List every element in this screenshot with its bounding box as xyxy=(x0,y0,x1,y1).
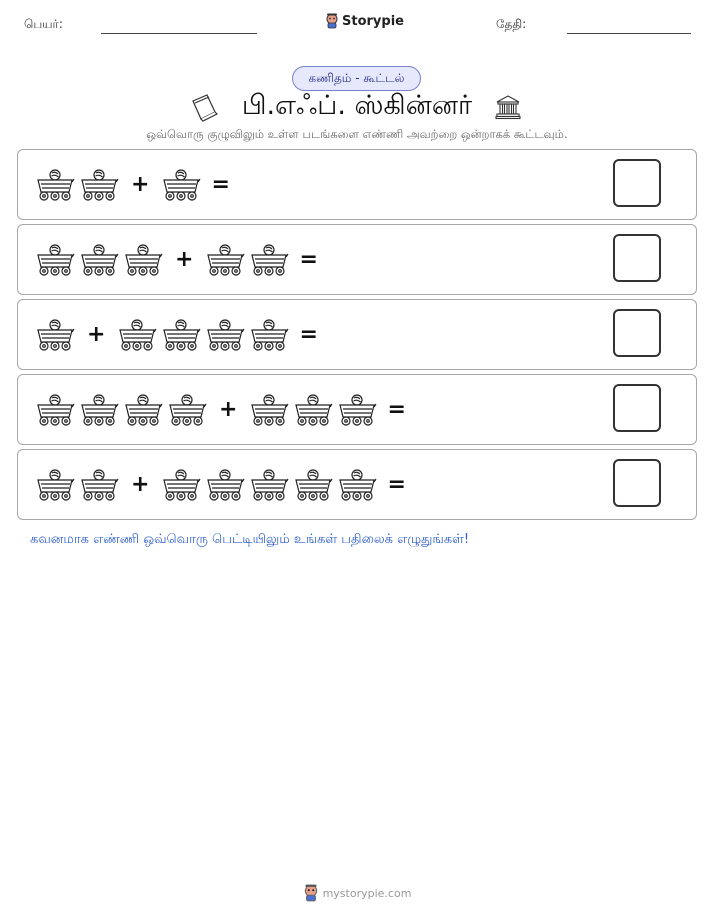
problem-row xyxy=(17,449,697,520)
wagon-icon xyxy=(293,393,333,427)
wagon-icon xyxy=(293,468,333,502)
wagon-icon xyxy=(161,168,201,202)
wagon-icon xyxy=(35,393,75,427)
wagon-icon xyxy=(123,393,163,427)
wagon-icon xyxy=(167,393,207,427)
wagon-icon xyxy=(249,318,289,352)
answer-box[interactable] xyxy=(613,234,661,282)
name-label: பெயர்: xyxy=(24,17,63,31)
wagon-icon xyxy=(249,393,289,427)
wagon-icon xyxy=(79,393,119,427)
wagon-icon xyxy=(79,243,119,277)
picture-groups xyxy=(35,167,242,203)
equals-sign: = xyxy=(299,322,318,347)
problem-row xyxy=(17,149,697,220)
equals-sign: = xyxy=(387,472,406,497)
worksheet-header xyxy=(0,0,714,50)
answer-box[interactable] xyxy=(613,384,661,432)
answer-box[interactable] xyxy=(613,459,661,507)
problem-row xyxy=(17,224,697,295)
wagon-icon xyxy=(205,243,245,277)
picture-groups xyxy=(35,467,418,503)
problem-row xyxy=(17,374,697,445)
picture-groups xyxy=(35,392,418,428)
plus-sign: + xyxy=(219,397,238,422)
plus-sign: + xyxy=(87,322,106,347)
date-label: தேதி: xyxy=(496,17,527,31)
plus-sign: + xyxy=(175,247,194,272)
wagon-icon xyxy=(35,168,75,202)
name-line[interactable] xyxy=(101,33,257,34)
wagon-icon xyxy=(35,243,75,277)
wagon-icon xyxy=(161,468,201,502)
subject-badge: கணிதம் - கூட்டல் xyxy=(292,66,421,91)
picture-groups xyxy=(35,317,330,353)
wagon-icon xyxy=(35,318,75,352)
wagon-icon xyxy=(205,318,245,352)
footer-url: mystorypie.com xyxy=(322,886,412,900)
plus-sign: + xyxy=(131,172,150,197)
page-title: பி.எஃப். ஸ்கின்னர் xyxy=(241,90,473,121)
wagon-icon xyxy=(337,468,377,502)
wagon-icon xyxy=(249,243,289,277)
wagon-icon xyxy=(249,468,289,502)
wagon-icon xyxy=(79,468,119,502)
wagon-icon xyxy=(337,393,377,427)
logo-text: Storypie xyxy=(342,13,404,29)
date-line[interactable] xyxy=(567,33,691,34)
equals-sign: = xyxy=(211,172,230,197)
wagon-icon xyxy=(117,318,157,352)
answer-box[interactable] xyxy=(613,159,661,207)
picture-groups xyxy=(35,242,330,278)
problem-row xyxy=(17,299,697,370)
instructions: ஒவ்வொரு குழுவிலும் உள்ள படங்களை எண்ணி அவற்றை ஒன்றாகக் கூட்டவும். xyxy=(146,127,568,141)
wagon-icon xyxy=(123,243,163,277)
plus-sign: + xyxy=(131,472,150,497)
answer-box[interactable] xyxy=(613,309,661,357)
bank-icon xyxy=(494,93,522,121)
wagon-icon xyxy=(205,468,245,502)
answer-note: கவனமாக எண்ணி ஒவ்வொரு பெட்டியிலும் உங்கள் பதிலைக் எழுதுங்கள்! xyxy=(30,532,470,547)
storypie-mascot-icon xyxy=(303,884,319,902)
footer xyxy=(0,884,714,902)
storypie-mascot-icon xyxy=(325,13,339,29)
equals-sign: = xyxy=(299,247,318,272)
equals-sign: = xyxy=(387,397,406,422)
storypie-logo xyxy=(325,13,404,29)
wagon-icon xyxy=(35,468,75,502)
wagon-icon xyxy=(161,318,201,352)
wagon-icon xyxy=(79,168,119,202)
